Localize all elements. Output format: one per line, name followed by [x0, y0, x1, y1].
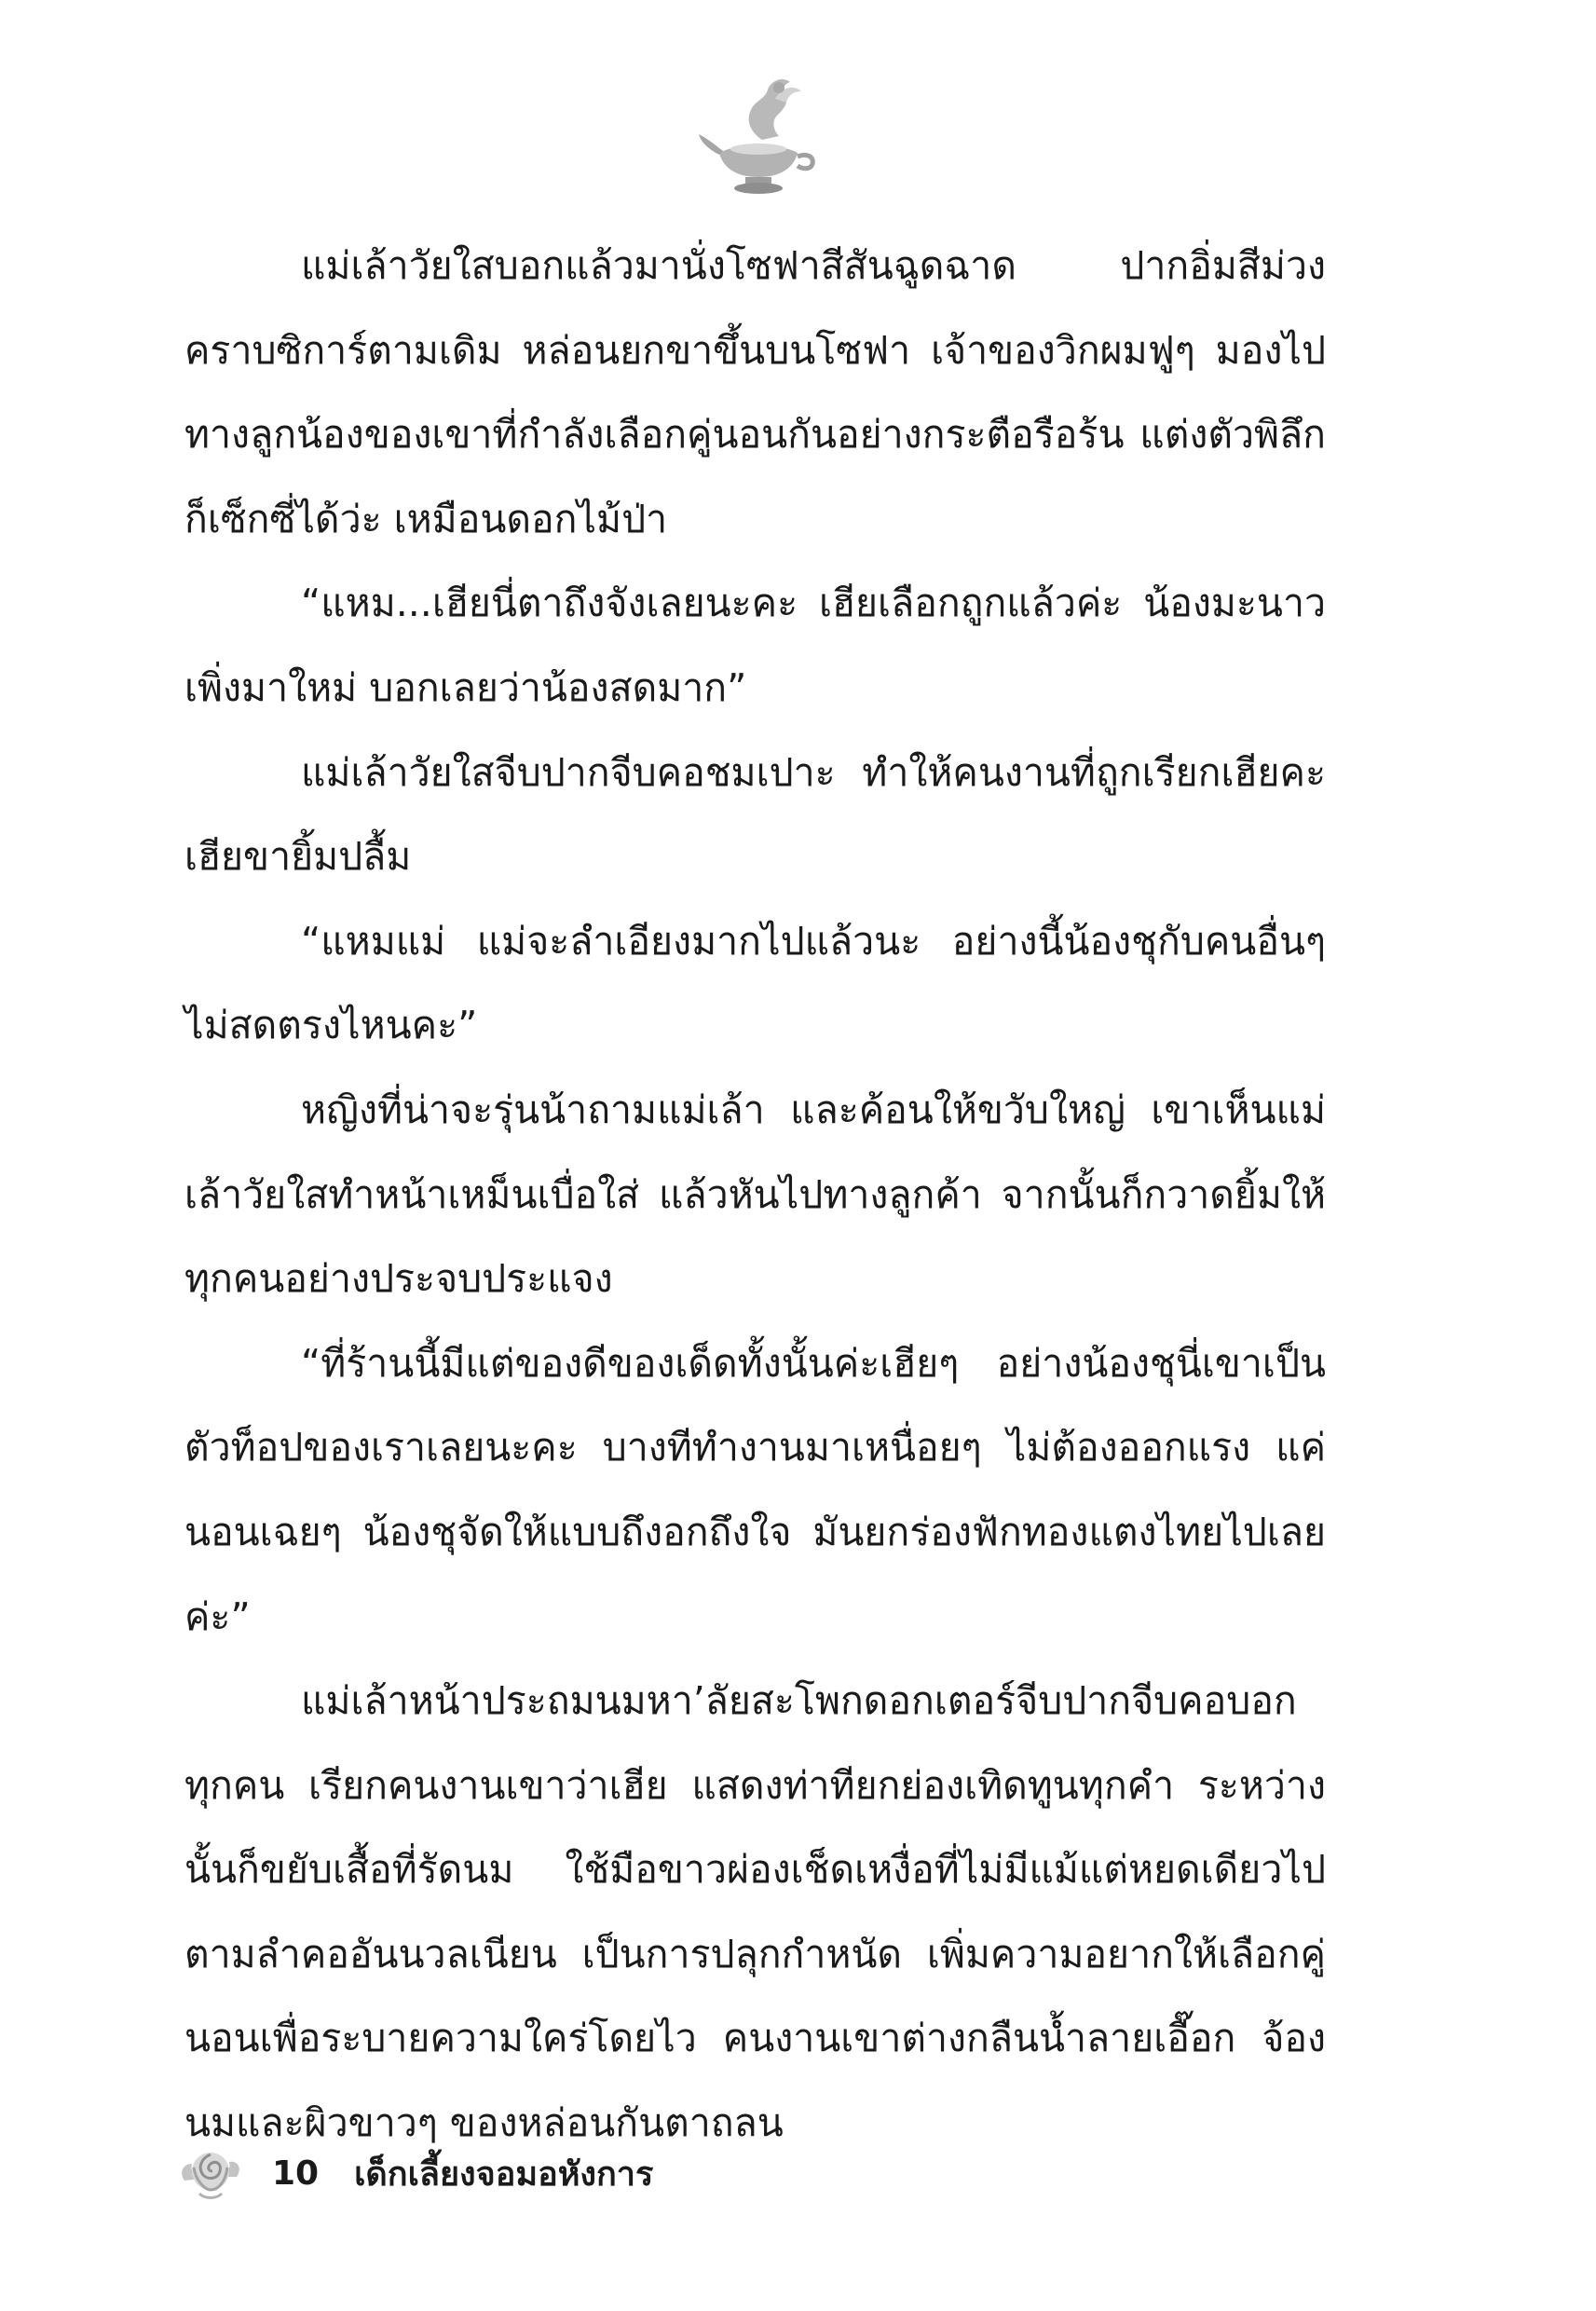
- paragraph: “ที่ร้านนี้มีแต่ของดีของเด็ดทั้งนั้นค่ะเฮียๆ อย่างน้องชุนี่เขาเป็นตัวท็อปของเราเลยนะคะ บางทีทำงานมาเหนื่อยๆ ไม่ต้องออกแรง แค่นอนเฉยๆ น้องชุจัดให้แบบถึงอกถึงใจ มันยกร่องฟักทองแตงไทยไปเลยค่ะ”: [184, 1340, 1326, 1639]
- paragraph: แม่เล้าวัยใสจีบปากจีบคอชมเปาะ ทำให้คนงานที่ถูกเรียกเฮียคะเฮียขายิ้มปลื้ม: [184, 749, 1326, 880]
- page-footer: [177, 2136, 653, 2210]
- paragraph: แม่เล้าหน้าประถมนมหา’ลัยสะโพกดอกเตอร์จีบปากจีบคอบอกทุกคน เรียกคนงานเขาว่าเฮีย แสดงท่าทียกย่องเทิดทูนทุกคำ ระหว่างนั้นก็ขยับเสื้อที่รัดนม ใช้มือขาวผ่องเช็ดเหงื่อที่ไม่มีแม้แต่หยดเดียวไปตามลำคออันนวลเนียน เป็นการปลุกกำหนัด เพิ่มความอยากให้เลือกคู่นอนเพื่อระบายความใคร่โดยไว คนงานเขาต่างกลืนน้ำลายเอื๊อก จ้องนมและผิวขาวๆ ของหล่อนกันตาถลน: [184, 1678, 1326, 2146]
- paragraph: “แหมแม่ แม่จะลำเอียงมากไปแล้วนะ อย่างนี้น้องชุกับคนอื่นๆ ไม่สดตรงไหนคะ”: [184, 918, 1326, 1048]
- genie-lamp-icon: [697, 67, 818, 198]
- paragraph: แม่เล้าวัยใสบอกแล้วมานั่งโซฟาสีสันฉูดฉาด ปากอิ่มสีม่วงคราบซิการ์ตามเดิม หล่อนยกขาขึ้นบนโซฟา เจ้าของวิกผมฟูๆ มองไปทางลูกน้องของเขาที่กำลังเลือกคู่นอนกันอย่างกระตือรือร้น แต่งตัวพิลึกก็เซ็กซี่ได้ว่ะ เหมือนดอกไม้ป่า: [184, 243, 1326, 541]
- rose-icon: [177, 2140, 244, 2207]
- page-number: 10: [272, 2154, 320, 2193]
- body-text: [184, 224, 1326, 2166]
- paragraph: “แหม...เฮียนี่ตาถึงจังเลยนะคะ เฮียเลือกถูกแล้วค่ะ น้องมะนาวเพิ่งมาใหม่ บอกเลยว่าน้องสดมาก”: [184, 581, 1326, 710]
- book-title: เด็กเลี้ยงจอมอหังการ: [354, 2154, 654, 2194]
- paragraph: หญิงที่น่าจะรุ่นน้าถามแม่เล้า และค้อนให้ขวับใหญ่ เขาเห็นแม่เล้าวัยใสทำหน้าเหม็นเบื่อใส่ แล้วหันไปทางลูกค้า จากนั้นก็กวาดยิ้มให้ทุกคนอย่างประจบประแจง: [184, 1087, 1326, 1302]
